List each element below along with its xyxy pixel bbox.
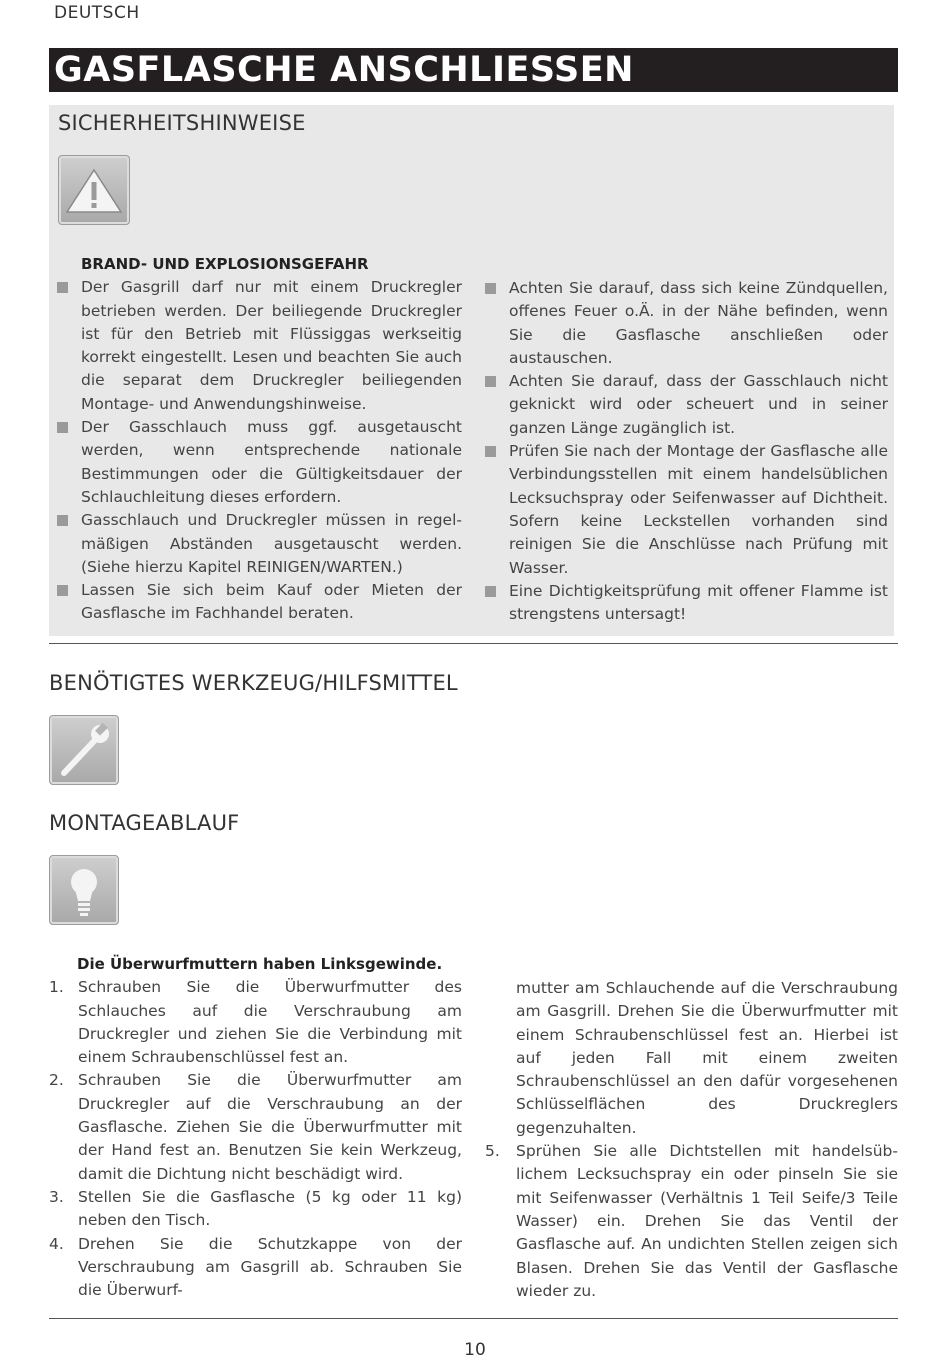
list-item: Der Gasgrill darf nur mit einem Druckregler betrieben werden. Der beiliegende Druckregler ist für den Betrieb mit Flüssiggas werkseitig korrekt eingestellt. Lesen und beachten Sie auch die separat dem Druckregler beiliegenden Montage- und Anwendungshinweise. xyxy=(50,276,462,416)
wrench-icon xyxy=(49,715,119,785)
tools-heading: BENÖTIGTES WERKZEUG/HILFSMITTEL xyxy=(49,671,458,695)
list-item: 4. Drehen Sie die Schutzkappe von der Verschraubung am Gasgrill ab. Schrauben Sie die Überwurf- xyxy=(49,1234,462,1300)
warning-triangle-icon xyxy=(58,155,130,225)
bullet-square-icon xyxy=(57,515,68,526)
title-bar xyxy=(49,48,898,92)
list-item: Der Gasschlauch muss ggf. ausgetauscht werden, wenn entsprechende nationale Bestimmungen oder die Gültigkeitsdauer der Schlauchleitung dieses erfordern. xyxy=(50,416,462,509)
safety-heading: SICHERHEITSHINWEISE xyxy=(58,111,306,135)
list-item: Achten Sie darauf, dass sich keine Zündquellen, offenes Feuer o.Ä. in der Nähe befinden, wenn Sie die Gasflasche anschließen oder austauschen. xyxy=(478,277,888,370)
list-item: 5. Sprühen Sie alle Dichtstellen mit handelsüblichem Lecksuchspray ein oder pinseln Sie sie mit Seifenwasser (Verhältnis 1 Teil Seife/3 Teile Wasser) ein. Drehen Sie das Ventil der Gasflasche auf. An undichten Stellen zeigen sich Blasen. Drehen Sie das Ventil der Gasflasche wieder zu. xyxy=(485,1142,898,1300)
bullet-square-icon xyxy=(485,376,496,387)
bullet-square-icon xyxy=(485,586,496,597)
bullet-square-icon xyxy=(57,585,68,596)
hazard-subtitle: BRAND- UND EXPLOSIONSGEFAHR xyxy=(81,255,369,273)
language-label: DEUTSCH xyxy=(54,3,140,23)
list-item: Achten Sie darauf, dass der Gasschlauch nicht geknickt wird oder scheuert und in seiner ganzen Länge zugänglich ist. xyxy=(478,370,888,440)
page-number: 10 xyxy=(464,1340,486,1360)
bullet-square-icon xyxy=(485,446,496,457)
bullet-square-icon xyxy=(485,283,496,294)
list-item: 1. Schrauben Sie die Überwurfmutter des Schlauches auf die Verschraubung am Druckregler und ziehen Sie die Verbindung mit einem Schraubenschlüssel fest an. xyxy=(49,978,462,1067)
footer-divider xyxy=(49,1318,898,1319)
lightbulb-icon xyxy=(49,855,119,925)
assembly-heading: MONTAGEABLAUF xyxy=(49,811,240,835)
list-item: 3. Stellen Sie die Gasflasche (5 kg oder 11 kg) neben den Tisch. xyxy=(49,1187,462,1230)
assembly-note: Die Überwurfmuttern haben Linksgewinde. xyxy=(77,955,443,973)
bullet-square-icon xyxy=(57,282,68,293)
safety-right-column xyxy=(478,277,888,626)
page-title: GASFLASCHE ANSCHLIESSEN xyxy=(54,50,634,90)
safety-left-column xyxy=(50,253,462,626)
list-item: Eine Dichtigkeitsprüfung mit offener Flamme ist strengstens untersagt! xyxy=(478,580,888,627)
list-item: Prüfen Sie nach der Montage der Gasflasche alle Verbindungsstellen mit einem handelsüblichen Lecksuchspray oder Seifenwasser auf Dichtheit. Sofern keine Leckstellen vorhanden sind reinigen Sie die Anschlüsse nach Prüfung mit Wasser. xyxy=(478,440,888,580)
step-4-continuation: mutter am Schlauchende auf die Verschraubung am Gasgrill. Drehen Sie die Überwurfmutter mit einem Schraubenschlüssel fest an. Hierbei ist auf jeden Fall mit einem zweiten Schraubenschlüssel an den dafür vorgesehenen Schlüsselflächen des Druckreglers gegenzuhalten. xyxy=(516,979,898,1137)
divider xyxy=(49,643,898,644)
list-item: Lassen Sie sich beim Kauf oder Mieten der Gasflasche im Fachhandel beraten. xyxy=(50,579,462,626)
bullet-square-icon xyxy=(57,422,68,433)
assembly-right-column xyxy=(485,977,898,1303)
list-item: Gasschlauch und Druckregler müssen in regelmäßigen Abständen ausgetauscht werden. (Siehe hierzu Kapitel REINIGEN/WARTEN.) xyxy=(50,509,462,579)
list-item: 2. Schrauben Sie die Überwurfmutter am Druckregler auf die Verschraubung an der Gasflasche. Ziehen Sie die Überwurfmutter mit der Hand fest an. Benutzen Sie kein Werkzeug, damit die Dichtung nicht beschädigt wird. xyxy=(49,1071,462,1183)
assembly-left-column xyxy=(49,953,462,1302)
